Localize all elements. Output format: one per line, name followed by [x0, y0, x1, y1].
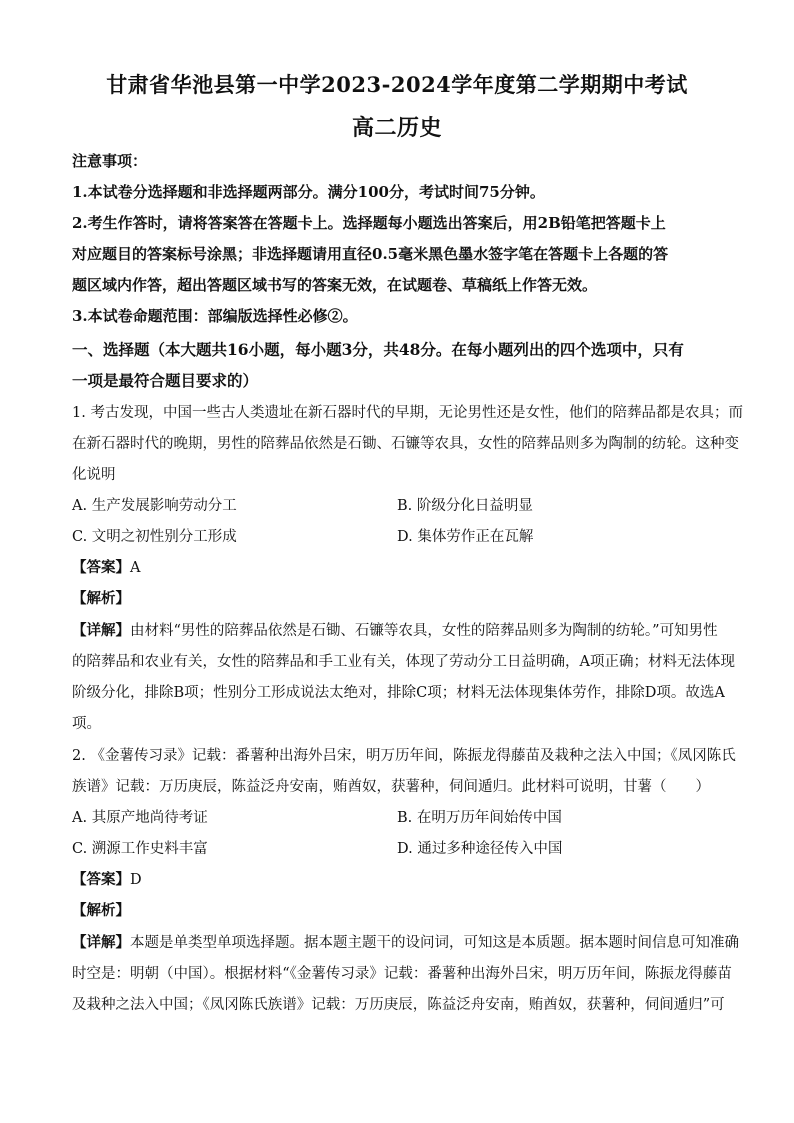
- q2-option-c: C. 溯源工作史料丰富: [72, 841, 208, 857]
- q2-option-d: D. 通过多种途径传入中国: [397, 841, 563, 857]
- q1-stem-line-2: 在新石器时代的晚期，男性的陪葬品依然是石锄、石镰等农具，女性的陪葬品则多为陶制的纺轮。这种变: [72, 436, 739, 452]
- q2-detail-line-3: 及栽种之法入中国；《凤冈陈氏族谱》记载：万历庚辰，陈益泛舟安南，贿酋奴，获薯种，伺间遁归”可: [72, 997, 725, 1013]
- notes-heading: 注意事项：: [72, 152, 148, 170]
- q1-analysis-tag: 【解析】: [72, 590, 130, 607]
- q2-detail-line-1: [72, 931, 739, 952]
- q2-stem-line-2: 族谱》记载：万历庚辰，陈益泛舟安南，贿酋奴，获薯种，伺间遁归。此材料可说明，甘薯（ ）: [72, 779, 710, 795]
- q2-analysis-tag: 【解析】: [72, 902, 130, 919]
- note-2-line-1: 2.考生作答时，请将答案答在答题卡上。选择题每小题选出答案后，用2B铅笔把答题卡上: [72, 214, 666, 232]
- q1-option-c: C. 文明之初性别分工形成: [72, 529, 237, 545]
- exam-subtitle: 高二历史: [351, 115, 442, 141]
- q1-option-a: A. 生产发展影响劳动分工: [72, 498, 237, 514]
- section-heading-line-1: 一、选择题（本大题共16小题，每小题3分，共48分。在每小题列出的四个选项中，只有: [72, 340, 684, 359]
- q1-option-d: D. 集体劳作正在瓦解: [397, 529, 534, 545]
- q1-stem-line-1: 1. 考古发现，中国一些古人类遗址在新石器时代的早期，无论男性还是女性，他们的陪葬品都是农具；而: [72, 405, 743, 421]
- q1-answer: [72, 556, 722, 577]
- detail-tag: 【详解】: [72, 934, 130, 951]
- q1-detail-line-1: [72, 619, 722, 640]
- detail-text: 由材料“男性的陪葬品依然是石锄、石镰等农具，女性的陪葬品则多为陶制的纺轮。”可知男性: [130, 623, 718, 639]
- q2-detail-line-2: 时空是：明朝（中国）。根据材料“《金薯传习录》记载：番薯种出海外吕宋，明万历年间，陈振龙得藤苗: [72, 966, 732, 982]
- section-heading-line-2: 一项是最符合题目要求的）: [72, 371, 259, 390]
- answer-value: A: [130, 560, 141, 576]
- q2-option-a: A. 其原产地尚待考证: [72, 810, 208, 826]
- q1-option-b: B. 阶级分化日益明显: [397, 498, 533, 514]
- note-2-line-3: 题区域内作答，超出答题区域书写的答案无效，在试题卷、草稿纸上作答无效。: [72, 276, 598, 294]
- q2-answer: [72, 868, 722, 889]
- note-3: 3.本试卷命题范围：部编版选择性必修②。: [72, 307, 358, 325]
- q1-detail-line-3: 阶级分化，排除B项；性别分工形成说法太绝对，排除C项；材料无法体现集体劳作，排除D项。故选A: [72, 685, 725, 701]
- q2-option-b: B. 在明万历年间始传中国: [397, 810, 562, 826]
- answer-tag: 【答案】: [72, 871, 130, 888]
- detail-text: 本题是单类型单项选择题。据本题主题干的设问词，可知这是本质题。据本题时间信息可知准确: [130, 935, 739, 951]
- q2-stem-line-1: 2. 《金薯传习录》记载：番薯种出海外吕宋，明万历年间，陈振龙得藤苗及栽种之法入中国；《凤冈陈氏: [72, 748, 736, 764]
- q1-detail-line-4: 项。: [72, 716, 101, 732]
- q1-detail-line-2: 的陪葬品和农业有关，女性的陪葬品和手工业有关，体现了劳动分工日益明确，A项正确；材料无法体现: [72, 654, 735, 670]
- detail-tag: 【详解】: [72, 622, 130, 639]
- answer-tag: 【答案】: [72, 559, 130, 576]
- note-1: 1.本试卷分选择题和非选择题两部分。满分100分，考试时间75分钟。: [72, 183, 545, 201]
- answer-value: D: [130, 872, 142, 888]
- q1-stem-line-3: 化说明: [72, 467, 116, 483]
- note-2-line-2: 对应题目的答案标号涂黑；非选择题请用直径0.5毫米黑色墨水签字笔在答题卡上各题的答: [72, 245, 669, 263]
- exam-title: 甘肃省华池县第一中学2023-2024学年度第二学期期中考试: [106, 72, 688, 97]
